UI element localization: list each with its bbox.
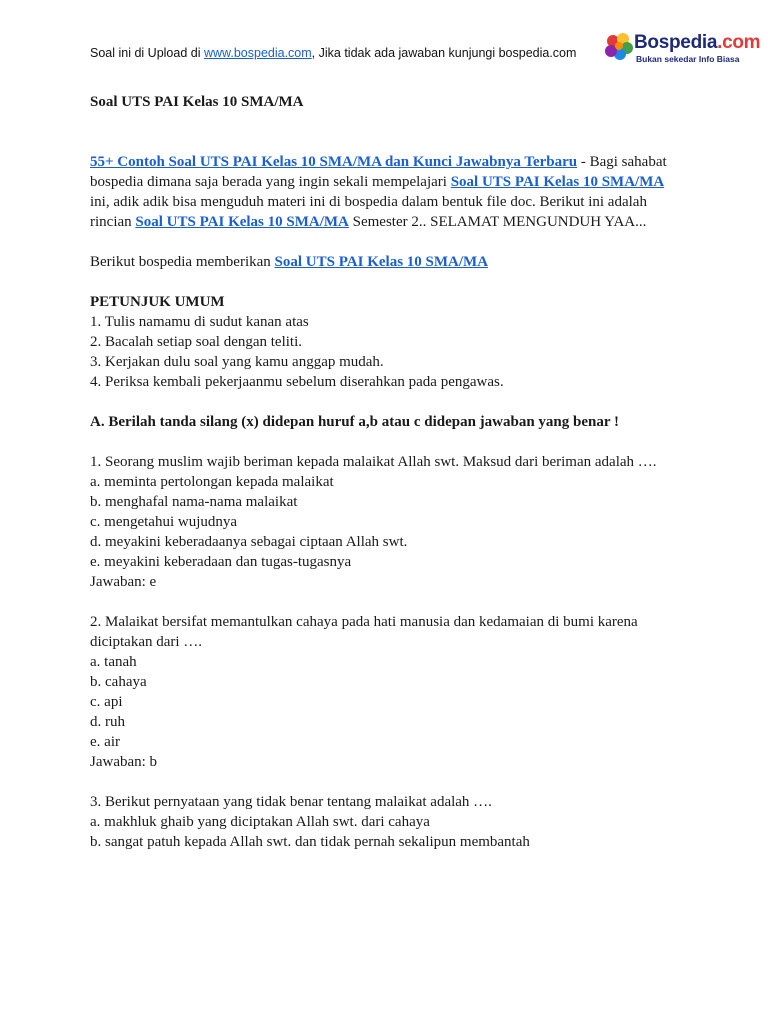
logo-word-main: Bospedia <box>634 32 718 53</box>
logo-wordmark <box>634 32 760 54</box>
upload-note-suffix: , Jika tidak ada jawaban kunjungi bospedia.com <box>311 46 577 60</box>
bospedia-link[interactable]: www.bospedia.com <box>203 46 312 60</box>
question-2-option: e. air <box>90 734 120 750</box>
question-3-option: a. makhluk ghaib yang diciptakan Allah swt. dari cahaya <box>90 814 430 830</box>
question-2-answer: Jawaban: b <box>90 754 158 770</box>
brain-logo-icon <box>604 32 634 64</box>
offer-paragraph <box>90 252 670 272</box>
intro-text-1: - Bagi sahabat bospedia dimana saja berada yang ingin sekali mempelajari <box>90 154 667 190</box>
question-3-option: b. sangat patuh kepada Allah swt. dan tidak pernah sekalipun membantah <box>90 834 530 850</box>
offer-text: Berikut bospedia memberikan <box>90 254 275 270</box>
question-1-option: e. meyakini keberadaan dan tugas-tugasnya <box>90 554 352 570</box>
intro-link-main[interactable]: 55+ Contoh Soal UTS PAI Kelas 10 SMA/MA dan Kunci Jawabnya Terbaru <box>90 154 578 170</box>
question-1-text: 1. Seorang muslim wajib beriman kepada malaikat Allah swt. Maksud dari beriman adalah …. <box>90 454 657 470</box>
question-2-option: b. cahaya <box>90 674 147 690</box>
upload-note-prefix: Soal ini di Upload di <box>90 46 204 60</box>
intro-text-2: ini, adik adik bisa menguduh materi ini di bospedia dalam bentuk file doc. Berikut ini adalah rincian <box>90 194 647 230</box>
page-header <box>0 0 768 80</box>
question-1-answer: Jawaban: e <box>90 574 157 590</box>
question-2-text: 2. Malaikat bersifat memantulkan cahaya pada hati manusia dan kedamaian di bumi karena diciptakan dari …. <box>90 614 638 650</box>
question-1-option: c. mengetahui wujudnya <box>90 514 238 530</box>
document-body <box>90 92 670 852</box>
intro-link-3[interactable]: Soal UTS PAI Kelas 10 SMA/MA <box>135 214 349 230</box>
intro-link-2[interactable]: Soal UTS PAI Kelas 10 SMA/MA <box>450 174 665 190</box>
instruction-item: 1. Tulis namamu di sudut kanan atas <box>90 314 309 330</box>
question-2-option: d. ruh <box>90 714 125 730</box>
section-a-heading: A. Berilah tanda silang (x) didepan huruf a,b atau c didepan jawaban yang benar ! <box>90 414 619 430</box>
question-1-option: d. meyakini keberadaanya sebagai ciptaan Allah swt. <box>90 534 408 550</box>
intro-text-3: Semester 2.. SELAMAT MENGUNDUH YAA... <box>348 214 647 230</box>
document-title: Soal UTS PAI Kelas 10 SMA/MA <box>90 94 304 110</box>
question-2-option: c. api <box>90 694 123 710</box>
question-1-option: b. menghafal nama-nama malaikat <box>90 494 298 510</box>
intro-paragraph <box>90 152 670 232</box>
instruction-item: 3. Kerjakan dulu soal yang kamu anggap mudah. <box>90 354 384 370</box>
instructions-heading: PETUNJUK UMUM <box>90 294 225 310</box>
question-3-text: 3. Berikut pernyataan yang tidak benar tentang malaikat adalah …. <box>90 794 492 810</box>
upload-note <box>90 46 576 60</box>
question-2-option: a. tanah <box>90 654 137 670</box>
instruction-item: 4. Periksa kembali pekerjaanmu sebelum diserahkan pada pengawas. <box>90 374 504 390</box>
instruction-item: 2. Bacalah setiap soal dengan teliti. <box>90 334 303 350</box>
offer-link[interactable]: Soal UTS PAI Kelas 10 SMA/MA <box>274 254 489 270</box>
logo-word-domain: .com <box>717 32 761 53</box>
logo-tagline: Bukan sekedar Info Biasa <box>636 54 740 64</box>
question-1-option: a. meminta pertolongan kepada malaikat <box>90 474 334 490</box>
bospedia-logo <box>604 30 761 70</box>
